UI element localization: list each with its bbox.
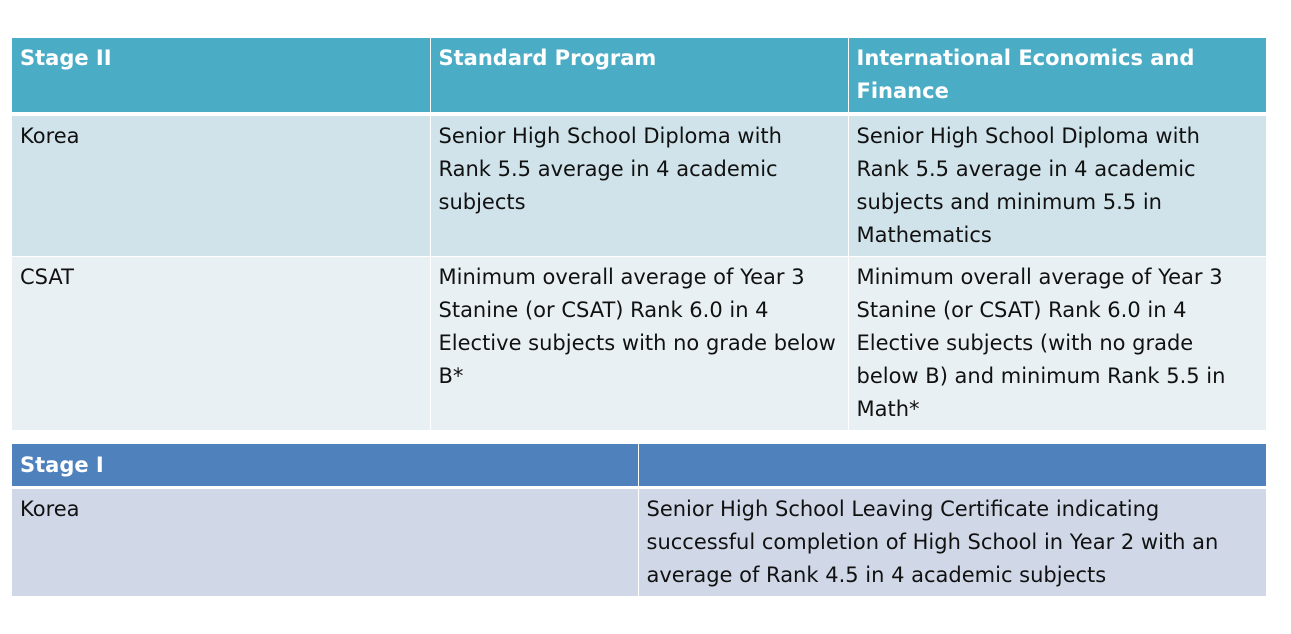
stage1-requirement: Senior High School Leaving Certificate indicating successful completion of High School in Year 2 with an average of Rank 4.5 in 4 academic subjects [638, 488, 1266, 597]
header-standard-program: Standard Program [430, 38, 848, 114]
table-row-csat [12, 257, 1266, 431]
standard-requirement: Senior High School Diploma with Rank 5.5 average in 4 academic subjects [430, 114, 848, 257]
row-label: Korea [12, 114, 430, 257]
stage2-header-row [12, 38, 1266, 114]
stage2-table [12, 38, 1266, 431]
standard-requirement: Minimum overall average of Year 3 Stanine (or CSAT) Rank 6.0 in 4 Elective subjects with no grade below B* [430, 257, 848, 431]
row-label: Korea [12, 488, 638, 597]
ief-requirement: Senior High School Diploma with Rank 5.5 average in 4 academic subjects and minimum 5.5 in Mathematics [848, 114, 1266, 257]
header-stage1: Stage I [12, 444, 638, 488]
header-international-economics-finance: International Economics and Finance [848, 38, 1266, 114]
table-row-korea-stage1 [12, 488, 1266, 597]
stage1-header-row [12, 444, 1266, 488]
row-label: CSAT [12, 257, 430, 431]
header-empty [638, 444, 1266, 488]
table-row-korea [12, 114, 1266, 257]
ief-requirement: Minimum overall average of Year 3 Stanine (or CSAT) Rank 6.0 in 4 Elective subjects (with no grade below B) and minimum Rank 5.5 in Math* [848, 257, 1266, 431]
stage1-table [12, 444, 1266, 596]
header-stage2: Stage II [12, 38, 430, 114]
